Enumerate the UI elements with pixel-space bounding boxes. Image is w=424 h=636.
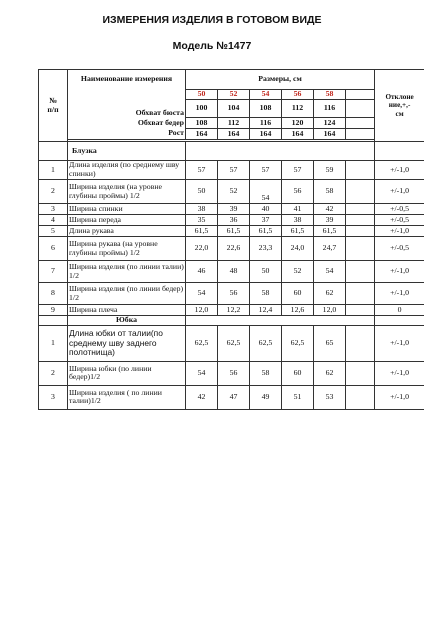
section-dev-blank: [375, 316, 424, 326]
table-row: [39, 237, 424, 261]
value-cell: 62: [314, 361, 346, 385]
row-name: Длина изделия (по среднему шву спинки): [68, 161, 186, 180]
hips-cell: 120: [282, 118, 314, 129]
value-cell: 60: [282, 361, 314, 385]
row-number: 5: [39, 226, 68, 237]
deviation-cell: 0: [375, 305, 424, 316]
value-cell: 24,0: [282, 237, 314, 261]
value-cell: 58: [250, 283, 282, 305]
section-row-skirt: [39, 316, 424, 326]
value-cell: 23,3: [250, 237, 282, 261]
row-name: Ширина изделия (по линии бедер) 1/2: [68, 283, 186, 305]
row-number: 8: [39, 283, 68, 305]
row-number: 3: [39, 385, 68, 409]
value-cell: 50: [250, 261, 282, 283]
table-row: [39, 226, 424, 237]
table-row: [39, 361, 424, 385]
size-cell: 56: [282, 90, 314, 100]
value-cell: 52: [282, 261, 314, 283]
value-cell: 58: [250, 361, 282, 385]
value-cell: 61,5: [250, 226, 282, 237]
row-number: 2: [39, 361, 68, 385]
table-row: [39, 161, 424, 180]
value-cell: 38: [186, 204, 218, 215]
size-cell: 50: [186, 90, 218, 100]
row-number: 9: [39, 305, 68, 316]
deviation-cell: +/-0,5: [375, 215, 424, 226]
row-name: Ширина спинки: [68, 204, 186, 215]
value-cell: 40: [250, 204, 282, 215]
value-cell: 62,5: [250, 325, 282, 361]
bust-cell: 108: [250, 100, 282, 118]
value-cell-blank: [346, 161, 375, 180]
height-cell: 164: [186, 129, 218, 140]
deviation-cell: +/-1,0: [375, 261, 424, 283]
table-row: [39, 261, 424, 283]
section-blank: [186, 142, 375, 161]
value-cell: 57: [250, 161, 282, 180]
section-dev-blank: [375, 142, 424, 161]
value-cell: 36: [218, 215, 250, 226]
value-cell: 53: [314, 385, 346, 409]
value-cell: 57: [282, 161, 314, 180]
value-cell: 39: [314, 215, 346, 226]
deviation-cell: +/-0,5: [375, 237, 424, 261]
table-row: [39, 215, 424, 226]
value-cell: 62: [314, 283, 346, 305]
document-title: ИЗМЕРЕНИЯ ИЗДЕЛИЯ В ГОТОВОМ ВИДЕ: [102, 14, 322, 26]
deviation-cell: +/-1,0: [375, 226, 424, 237]
row-name: Ширина изделия ( по линии талии)1/2: [68, 385, 186, 409]
bust-label: Обхват бюста: [68, 100, 186, 118]
value-cell: 51: [282, 385, 314, 409]
value-cell: 38: [282, 215, 314, 226]
value-cell: 12,4: [250, 305, 282, 316]
value-cell-blank: [346, 204, 375, 215]
value-cell: 61,5: [186, 226, 218, 237]
value-cell: 35: [186, 215, 218, 226]
hips-cell-blank: [346, 118, 375, 129]
value-cell-blank: [346, 180, 375, 204]
value-cell: 56: [282, 180, 314, 204]
value-cell: 37: [250, 215, 282, 226]
value-cell: 48: [218, 261, 250, 283]
height-cell: 164: [282, 129, 314, 140]
height-cell: 164: [218, 129, 250, 140]
row-name: Ширина плеча: [68, 305, 186, 316]
deviation-cell: +/-1,0: [375, 283, 424, 305]
table-row: [39, 283, 424, 305]
row-number: 4: [39, 215, 68, 226]
table-row: [39, 325, 424, 361]
value-cell: 61,5: [282, 226, 314, 237]
value-cell: 47: [218, 385, 250, 409]
value-cell: 22,0: [186, 237, 218, 261]
value-cell-blank: [346, 305, 375, 316]
section-row-blouse: [39, 142, 424, 161]
value-cell: 57: [218, 161, 250, 180]
row-number: 1: [39, 161, 68, 180]
height-cell: 164: [314, 129, 346, 140]
row-number: 2: [39, 180, 68, 204]
value-cell: 50: [186, 180, 218, 204]
value-cell: 42: [186, 385, 218, 409]
size-cell: 58: [314, 90, 346, 100]
value-cell: 42: [314, 204, 346, 215]
value-cell: 12,0: [314, 305, 346, 316]
value-cell: 54: [314, 261, 346, 283]
row-number: 1: [39, 325, 68, 361]
row-number: 3: [39, 204, 68, 215]
value-cell: 56: [218, 361, 250, 385]
value-cell-blank: [346, 361, 375, 385]
value-cell: 49: [250, 385, 282, 409]
value-cell: 41: [282, 204, 314, 215]
sizes-header: Размеры, см: [186, 70, 375, 90]
size-cell: 54: [250, 90, 282, 100]
header-row-height: [39, 129, 424, 140]
section-title-blouse: Блузка: [68, 142, 186, 161]
value-cell: 59: [314, 161, 346, 180]
section-num-blank: [39, 316, 68, 326]
size-cell-blank: [346, 90, 375, 100]
hips-cell: 116: [250, 118, 282, 129]
value-cell: 65: [314, 325, 346, 361]
bust-cell: 116: [314, 100, 346, 118]
deviation-cell: +/-1,0: [375, 361, 424, 385]
bust-cell: 112: [282, 100, 314, 118]
table-row: [39, 385, 424, 409]
value-cell: 39: [218, 204, 250, 215]
value-cell-blank: [346, 325, 375, 361]
value-cell-blank: [346, 226, 375, 237]
row-name: Ширина изделия (на уровне глубины проймы) 1/2: [68, 180, 186, 204]
value-cell: 54: [186, 361, 218, 385]
height-cell-blank: [346, 129, 375, 140]
value-cell: 54: [250, 180, 282, 204]
value-cell: 52: [218, 180, 250, 204]
section-blank: [186, 316, 375, 326]
value-cell-blank: [346, 215, 375, 226]
hips-cell: 124: [314, 118, 346, 129]
row-name: Ширина рукава (на уровне глубины проймы) 1/2: [68, 237, 186, 261]
deviation-cell: +/-0,5: [375, 204, 424, 215]
deviation-cell: +/-1,0: [375, 325, 424, 361]
value-cell: 22,6: [218, 237, 250, 261]
value-cell: 60: [282, 283, 314, 305]
section-num-blank: [39, 142, 68, 161]
value-cell: 62,5: [186, 325, 218, 361]
table-row: [39, 180, 424, 204]
value-cell-blank: [346, 261, 375, 283]
value-cell: 24,7: [314, 237, 346, 261]
header-row-sizes: [39, 90, 424, 100]
size-cell: 52: [218, 90, 250, 100]
row-number: 6: [39, 237, 68, 261]
measure-name-header: Наименование измерения: [68, 70, 186, 90]
row-name: Ширина изделия (по линии талии) 1/2: [68, 261, 186, 283]
row-name: Длина юбки от талии(по среднему шву заднего полотнища): [68, 325, 186, 361]
header-row-hips: [39, 118, 424, 129]
hips-cell: 108: [186, 118, 218, 129]
value-cell: 56: [218, 283, 250, 305]
height-label: Рост: [68, 129, 186, 140]
value-cell: 57: [186, 161, 218, 180]
header-row-1: [39, 70, 424, 90]
header-row-bust: [39, 100, 424, 118]
hips-label: Обхват бедер: [68, 118, 186, 129]
section-title-skirt: Юбка: [68, 316, 186, 326]
deviation-cell: +/-1,0: [375, 161, 424, 180]
deviation-cell: +/-1,0: [375, 385, 424, 409]
bust-cell: 104: [218, 100, 250, 118]
bust-cell: 100: [186, 100, 218, 118]
value-cell: 12,6: [282, 305, 314, 316]
deviation-header: Отклоне ние,+,- см: [375, 70, 424, 142]
value-cell-blank: [346, 385, 375, 409]
table-row: [39, 204, 424, 215]
value-cell: 58: [314, 180, 346, 204]
value-cell: 62,5: [218, 325, 250, 361]
value-cell: 12,2: [218, 305, 250, 316]
bust-cell-blank: [346, 100, 375, 118]
height-cell: 164: [250, 129, 282, 140]
value-cell: 54: [186, 283, 218, 305]
measurements-table: [38, 69, 424, 410]
value-cell: 12,0: [186, 305, 218, 316]
value-cell: 61,5: [218, 226, 250, 237]
value-cell-blank: [346, 237, 375, 261]
row-name: Длина рукава: [68, 226, 186, 237]
deviation-cell: +/-1,0: [375, 180, 424, 204]
value-cell: 61,5: [314, 226, 346, 237]
num-header: № п/п: [39, 70, 68, 142]
value-cell: 62,5: [282, 325, 314, 361]
value-cell: 46: [186, 261, 218, 283]
row-name: Ширина переда: [68, 215, 186, 226]
header-blank: [68, 90, 186, 100]
hips-cell: 112: [218, 118, 250, 129]
model-number: Модель №1477: [172, 40, 252, 52]
row-number: 7: [39, 261, 68, 283]
value-cell-blank: [346, 283, 375, 305]
row-name: Ширина юбки (по линии бедер)1/2: [68, 361, 186, 385]
table-row: [39, 305, 424, 316]
